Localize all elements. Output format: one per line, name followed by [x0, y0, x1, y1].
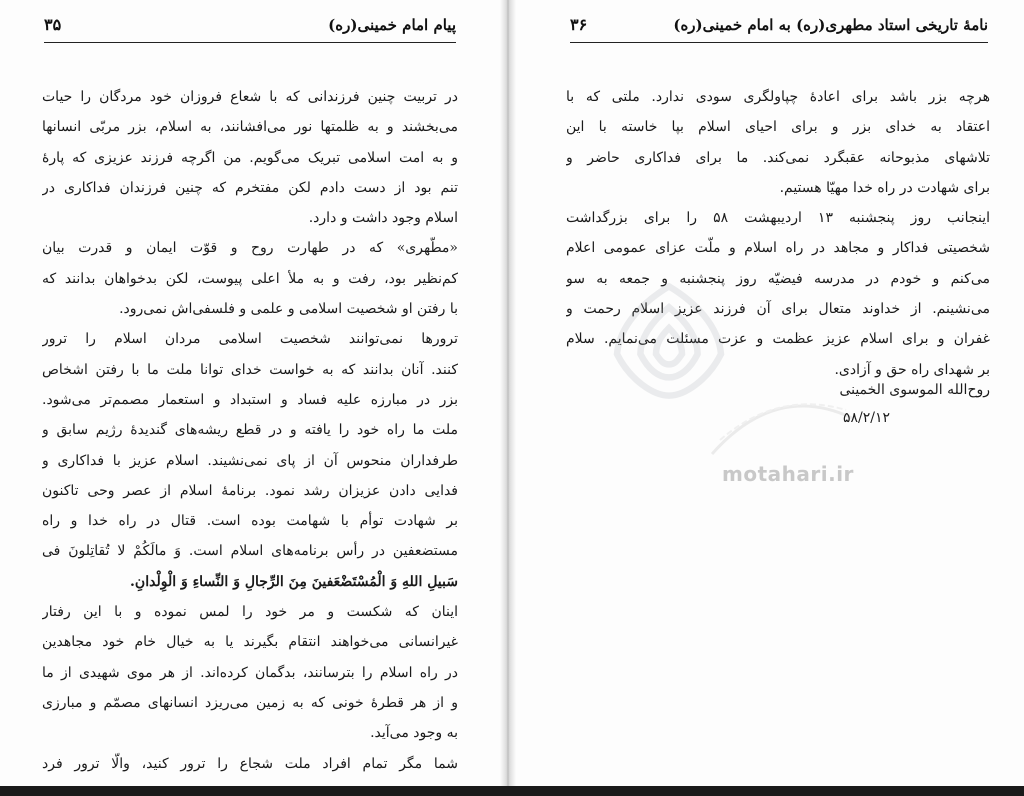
text-line: شخصیتی فداکار و مجاهد در راه اسلام و ملّت عزای عمومی اعلام [566, 240, 990, 257]
book-gutter [500, 0, 516, 786]
right-page-title: نامهٔ تاریخی استاد مطهری(ره) به امام خمینی(ره) [673, 16, 988, 34]
text-line: غفران و برای اسلام عزیز عظمت و عزت مسئلت می‌نمایم. سلام [566, 331, 990, 348]
text-line: می‌کنم و خودم در مدرسه فیضیّه روز پنجشنبه و جمعه به سو [566, 270, 990, 287]
left-page-body [42, 82, 458, 779]
text-line: بزر در مبارزه علیه فساد و استبداد و استعمار مصمم‌تر می‌شود. [42, 391, 458, 408]
text-line: تنم بود از دست دادم لکن مفتخرم که چنین فرزندان فداکاری در [42, 179, 458, 196]
text-line: «مطّهری» که در طهارت روح و قوّت ایمان و قدرت بیان [42, 240, 458, 257]
bottom-edge [0, 786, 1024, 796]
text-line: به وجود می‌آید. [370, 725, 458, 742]
left-page-header [44, 12, 456, 43]
signature-name: روح‌الله الموسوی الخمینی [839, 382, 990, 398]
left-page-title: پیام امام خمینی(ره) [328, 16, 456, 34]
text-line: و به امت اسلامی تبریک می‌گویم. من اگرچه فرزند عزیزی که پارهٔ [42, 149, 458, 166]
quran-verse-line: سَبیلِ اللهِ وَ الْمُسْتَضْعَفینَ مِنَ الرِّجالِ وَ النِّساءِ وَ الْوِلْدانِ. [130, 573, 458, 590]
text-line: مستضعفین در رأس برنامه‌های اسلام است. وَ مالَکُمْ لا تُقاتِلونَ فی [42, 543, 458, 560]
right-page-number: ۳۶ [570, 15, 588, 34]
left-page-number: ۳۵ [44, 15, 62, 34]
left-page [0, 0, 500, 786]
text-line: برای شهادت در راه خدا مهیّا هستیم. [779, 179, 990, 196]
text-line: بر شهادت توأم با شهامت بوده است. قتال در راه خدا و راه [42, 513, 458, 530]
text-line: ترورها نمی‌توانند شخصیت اسلامی مردان اسلام را ترور [42, 331, 458, 348]
text-line: می‌نشینم. از خداوند متعال برای آن فرزند عزیز اسلام رحمت و [566, 301, 990, 318]
signature-date: ۵۸/۲/۱۲ [842, 410, 890, 426]
text-line: اسلام وجود داشت و دارد. [308, 210, 458, 227]
text-line: در تربیت چنین فرزندانی که با شعاع فروزان خود مردگان را حیات [42, 89, 458, 105]
text-line: اینجانب روز پنجشنبه ۱۳ اردیبهشت ۵۸ را برای بزرگداشت [566, 210, 990, 227]
signature-block [566, 382, 990, 442]
text-line: شما مگر تمام افراد ملت شجاع را ترور کنید، والّا ترور فرد [42, 755, 458, 772]
text-line: اینان که شکست و مر خود را لمس نموده و با این رفتار [42, 604, 458, 621]
text-line: کنند. آنان بدانند که به خواست خدای توانا ملت ما با رفتن اشخاص [42, 361, 458, 378]
right-page [516, 0, 1024, 786]
text-line: و از هر قطرهٔ خونی که به زمین می‌ریزد انسانهای مصمّم و مبارزی [42, 694, 458, 711]
text-line: غیرانسانی می‌خواهند انتقام بگیرند یا به خیال خام خود مجاهدین [42, 634, 458, 651]
text-line: با رفتن او شخصیت اسلامی و علمی و فلسفی‌اش نمی‌رود. [119, 301, 458, 318]
text-line: طرفداران منحوس آن از پای نمی‌نشیند. اسلام عزیز با فداکاری و [42, 452, 458, 469]
text-line: در راه اسلام را بترسانند، بدگمان کرده‌اند. از هر موی شهیدی از ما [42, 664, 458, 681]
text-line: تلاشهای مذبوحانه عقبگرد نمی‌کند. ما برای فداکاری حاضر و [566, 149, 990, 166]
text-line: می‌بخشند و به ظلمتها نور می‌افشانند، به اسلام، بزر مربّی انسانها [42, 119, 458, 136]
text-line: بر شهدای راه حق و آزادی. [834, 361, 990, 378]
text-line: اعتقاد به خدای بزر و برای احیای اسلام بپا خاسته با این [566, 119, 990, 136]
text-line: هرچه بزر باشد برای اعادهٔ چپاولگری سودی ندارد. ملتی که با [566, 89, 990, 105]
watermark-text: motahari.ir [722, 462, 854, 486]
text-line: کم‌نظیر بود، رفت و به ملأ اعلی پیوست، لکن بدخواهان بدانند که [42, 270, 458, 287]
text-line: ملت ما راه خود را یافته و در قطع ریشه‌های گندیدهٔ رژیم سابق و [42, 422, 458, 439]
right-page-header [570, 12, 988, 43]
text-line: فدایی دادن عزیزان رشد نمود. برنامهٔ اسلام از عصر وحی تاکنون [42, 482, 458, 499]
